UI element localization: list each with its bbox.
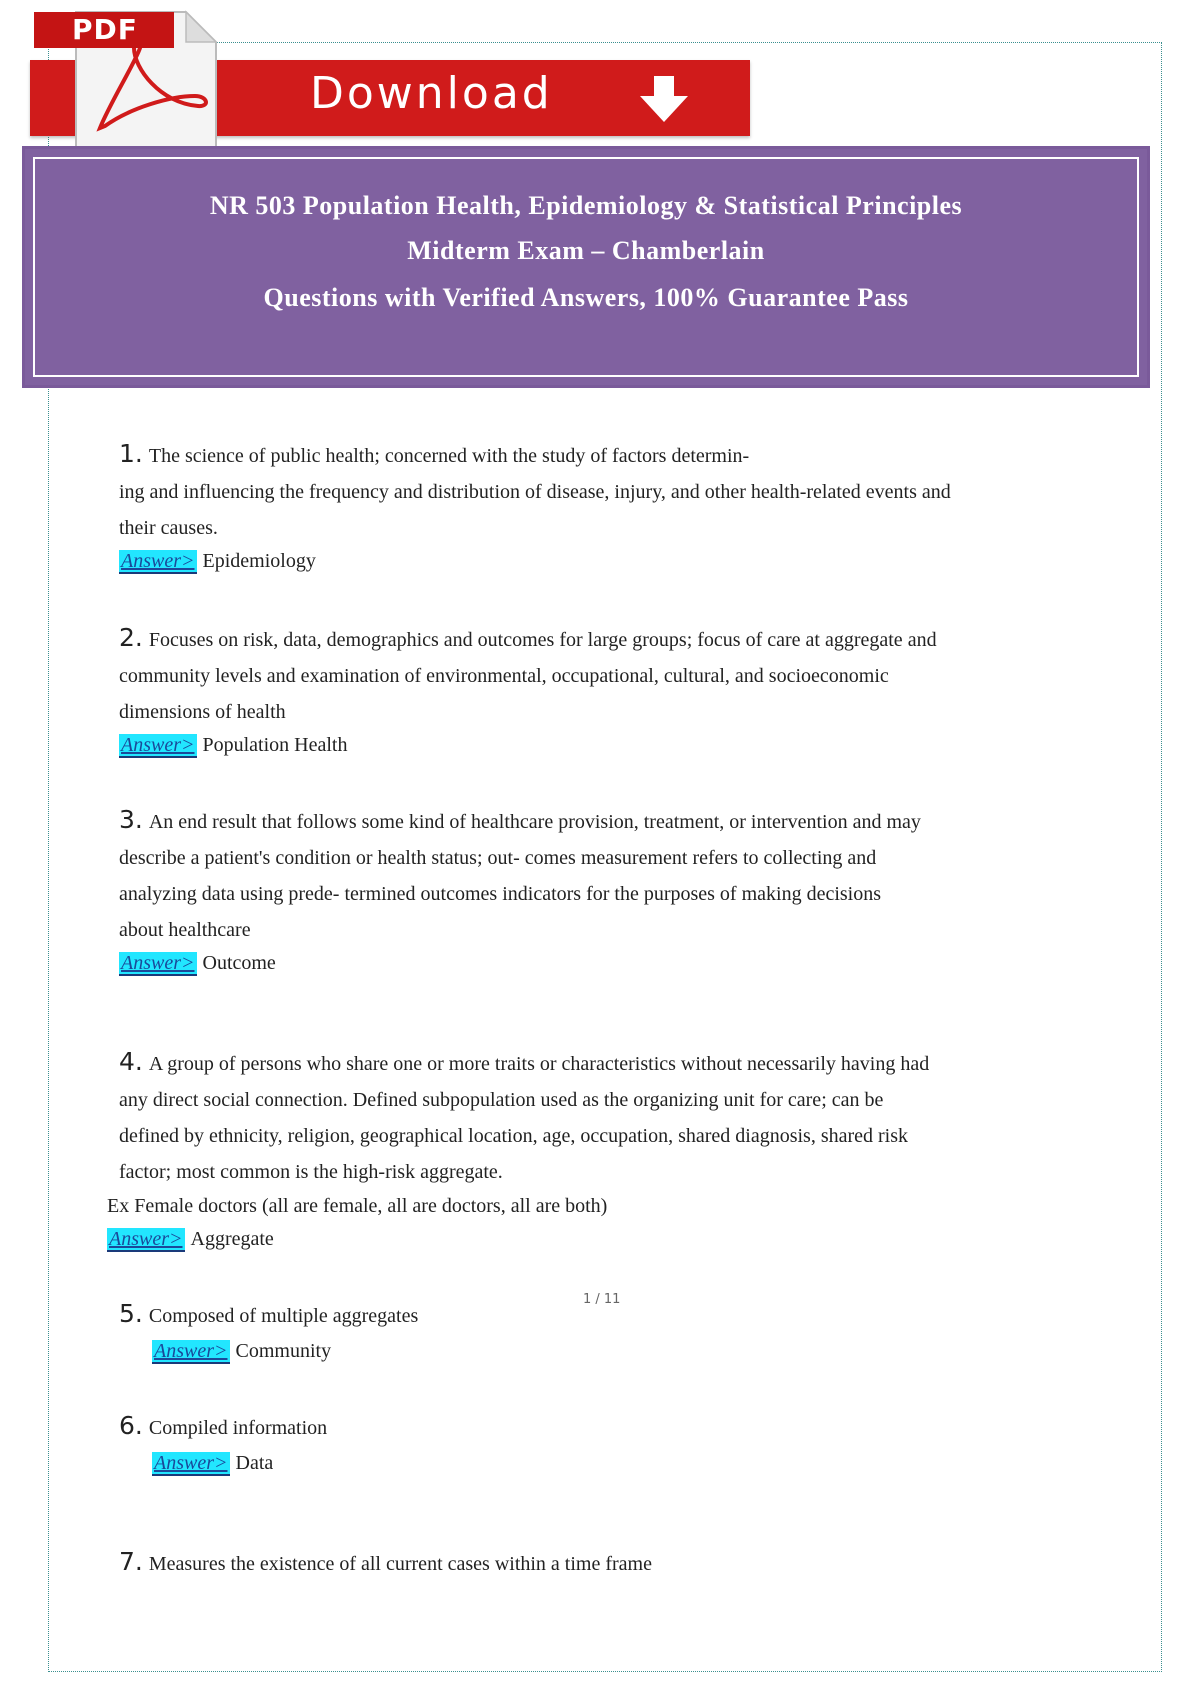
question-text: their causes. [119, 517, 218, 539]
question-number: 2. [119, 623, 143, 652]
question-text: The science of public health; concerned with the study of factors determin- [148, 445, 750, 467]
pdf-badge: PDF [34, 12, 174, 48]
answer-tag: Answer> [121, 734, 195, 756]
title-box [22, 146, 1150, 388]
answer-3 [119, 952, 276, 975]
answer-5 [152, 1340, 331, 1363]
question-text: describe a patient's condition or health status; out- comes measurement refers to collecting and [119, 847, 877, 869]
question-text: dimensions of health [119, 701, 286, 723]
question-text: An end result that follows some kind of healthcare provision, treatment, or intervention and may [148, 811, 921, 833]
question-text: any direct social connection. Defined subpopulation used as the organizing unit for care; can be [119, 1089, 884, 1111]
question-1 [119, 436, 1079, 546]
question-7 [119, 1544, 1079, 1582]
question-4-example: Ex Female doctors (all are female, all are doctors, all are both) [107, 1195, 608, 1217]
question-text: defined by ethnicity, religion, geographical location, age, occupation, shared diagnosis, shared risk [119, 1125, 909, 1147]
question-number: 4. [119, 1047, 143, 1076]
question-text: Measures the existence of all current cases within a time frame [148, 1553, 652, 1575]
title-line-1: NR 503 Population Health, Epidemiology & Statistical Principles [209, 191, 963, 220]
question-4 [119, 1044, 1079, 1190]
answer-tag: Answer> [121, 952, 195, 974]
download-label[interactable]: Download [310, 68, 553, 119]
question-text: factor; most common is the high-risk aggregate. [119, 1161, 503, 1183]
answer-text: Outcome [202, 952, 276, 974]
answer-text: Data [235, 1452, 274, 1474]
page-number: 1 / 11 [583, 1292, 621, 1307]
question-text: Focuses on risk, data, demographics and outcomes for large groups; focus of care at aggregate and [148, 629, 937, 651]
question-number: 5. [119, 1299, 143, 1328]
answer-4 [107, 1228, 274, 1251]
title-inner-border [33, 157, 1139, 377]
answer-tag: Answer> [121, 550, 195, 572]
question-number: 6. [119, 1411, 143, 1440]
answer-tag: Answer> [154, 1452, 228, 1474]
question-text: A group of persons who share one or more traits or characteristics without necessarily having had [148, 1053, 930, 1075]
question-text: Composed of multiple aggregates [148, 1305, 419, 1327]
question-3 [119, 802, 1079, 948]
answer-text: Epidemiology [202, 550, 316, 572]
question-6 [119, 1408, 1079, 1446]
answer-1 [119, 550, 316, 573]
question-number: 3. [119, 805, 143, 834]
answer-text: Aggregate [190, 1228, 274, 1250]
question-number: 1. [119, 439, 143, 468]
answer-tag: Answer> [109, 1228, 183, 1250]
answer-text: Community [235, 1340, 332, 1362]
question-text: analyzing data using prede- termined outcomes indicators for the purposes of making decisions [119, 883, 882, 905]
answer-tag: Answer> [154, 1340, 228, 1362]
title-line-2: Midterm Exam – Chamberlain [407, 236, 765, 265]
question-text: ing and influencing the frequency and distribution of disease, injury, and other health-related events and [119, 481, 951, 503]
answer-2 [119, 734, 347, 757]
question-number: 7. [119, 1547, 143, 1576]
question-text: Compiled information [148, 1417, 328, 1439]
answer-6 [152, 1452, 273, 1475]
question-5 [119, 1296, 1079, 1334]
question-text: community levels and examination of environmental, occupational, cultural, and socioeconomic [119, 665, 889, 687]
title-line-3: Questions with Verified Answers, 100% Guarantee Pass [263, 283, 909, 312]
download-arrow-icon[interactable] [636, 72, 692, 126]
answer-text: Population Health [202, 734, 348, 756]
question-2 [119, 620, 1079, 730]
question-text: about healthcare [119, 919, 251, 941]
